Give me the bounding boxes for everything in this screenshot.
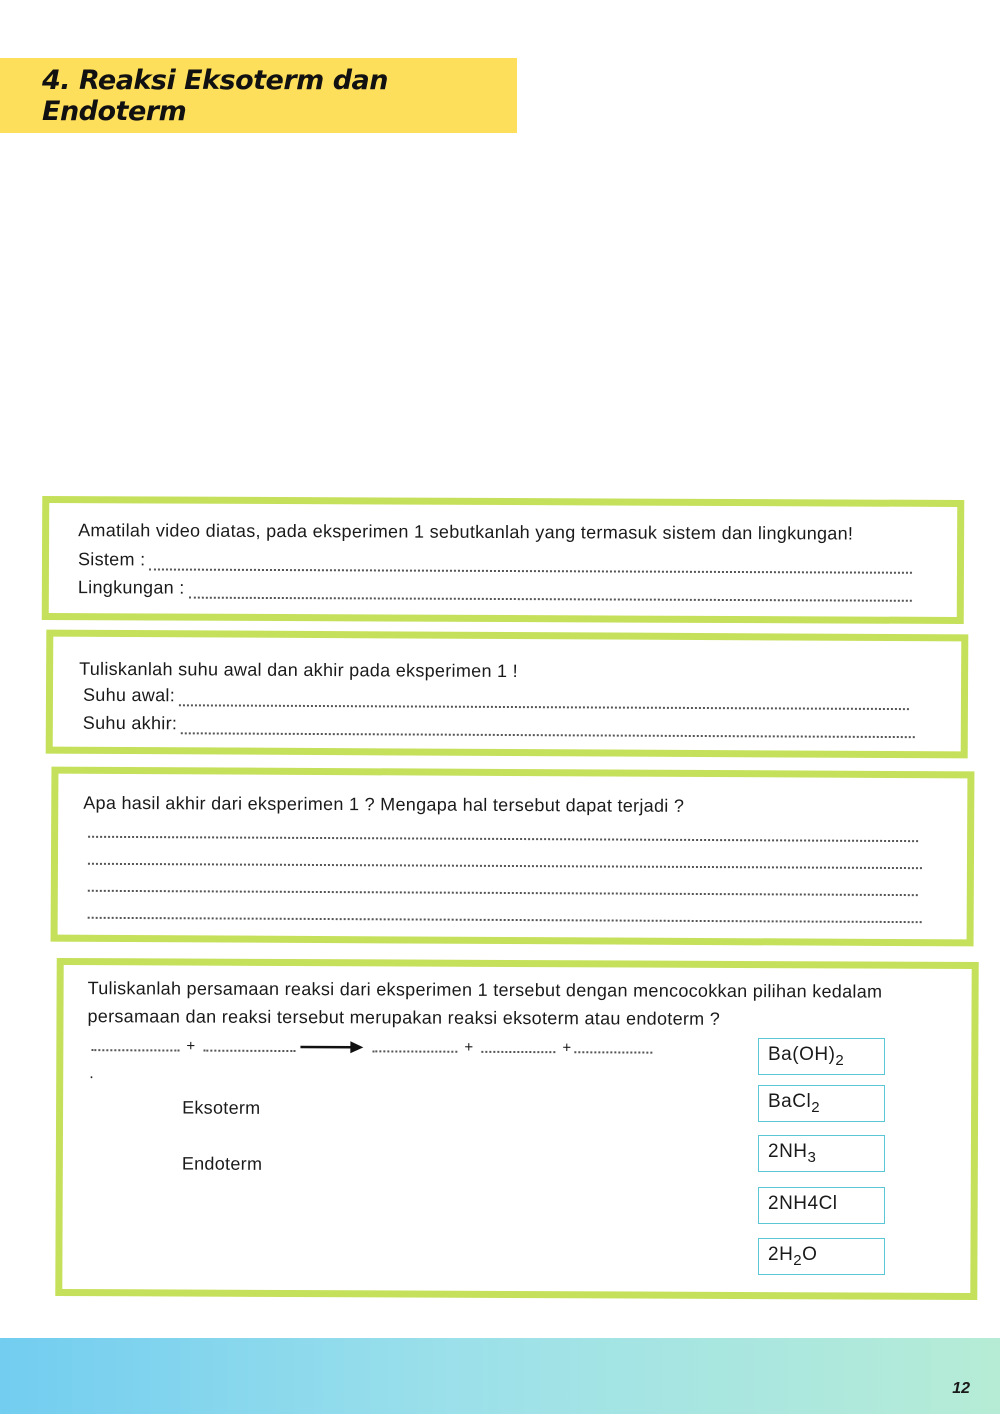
page-number: 12 [952, 1380, 970, 1397]
product-blank-1[interactable] [372, 1050, 457, 1052]
answer-line-1[interactable] [88, 836, 918, 842]
choice-baoh2[interactable]: $Ba(OH)_2$ [758, 1038, 885, 1075]
reactant-blank-1[interactable] [91, 1049, 179, 1051]
sistem-label: Sistem : [77, 549, 146, 570]
product-blank-2[interactable] [481, 1051, 555, 1053]
answer-line-4[interactable] [88, 917, 922, 923]
question-temperature-prompt: Tuliskanlah suhu awal dan akhir pada eksperimen 1 ! [79, 658, 519, 682]
option-eksoterm[interactable]: Eksoterm [182, 1097, 261, 1118]
suhu-awal-row[interactable] [83, 685, 909, 710]
answer-line-3[interactable] [88, 890, 918, 896]
reactant-blank-2[interactable] [203, 1050, 295, 1052]
question-box-temperature [46, 630, 969, 759]
question-result-prompt: Apa hasil akhir dari eksperimen 1 ? Mengapa hal tersebut dapat terjadi ? [83, 792, 685, 816]
reaction-arrow-icon [300, 1040, 364, 1054]
title-banner [0, 58, 517, 133]
page-title: 4. Reaksi Eksoterm dan Endoterm [42, 64, 388, 127]
suhu-awal-label: Suhu awal: [82, 684, 176, 706]
answer-line-2[interactable] [88, 863, 922, 869]
sistem-answer-row[interactable] [78, 549, 912, 574]
choice-2nh3[interactable]: $2NH_3$ [758, 1135, 885, 1172]
question-box-system-environment [42, 496, 965, 624]
suhu-awal-blank[interactable] [179, 690, 909, 710]
plus-sign-1: + [186, 1037, 196, 1055]
lingkungan-answer-blank[interactable] [189, 583, 912, 602]
question-system-prompt: Amatilah video diatas, pada eksperimen 1 sebutkanlah yang termasuk sistem dan lingkungan! [78, 520, 854, 544]
choice-bacl2[interactable]: BaCl$_2$ [758, 1085, 885, 1122]
equation-prompt-line2: persamaan dan reaksi tersebut merupakan reaksi eksoterm atau endoterm ? [87, 1006, 721, 1029]
choice-2nh4cl[interactable]: 2NH4Cl [758, 1187, 885, 1224]
plus-sign-3: + [562, 1039, 572, 1057]
question-box-result [51, 767, 975, 947]
footer-wave-decoration [0, 1338, 1000, 1414]
equation-prompt-line1: Tuliskanlah persamaan reaksi dari eksperimen 1 tersebut dengan mencocokkan pilihan kedalam [87, 978, 883, 1002]
option-endoterm[interactable]: Endoterm [181, 1153, 263, 1174]
lingkungan-answer-row[interactable] [78, 577, 912, 602]
sistem-answer-blank[interactable] [149, 554, 912, 573]
suhu-akhir-row[interactable] [83, 713, 915, 738]
suhu-akhir-label: Suhu akhir: [82, 712, 178, 734]
choice-2h2o[interactable]: $2H_2O$ [758, 1238, 885, 1275]
suhu-akhir-blank[interactable] [181, 718, 915, 738]
lingkungan-label: Lingkungan : [77, 577, 185, 598]
stray-dot: . [89, 1065, 95, 1083]
product-blank-3[interactable] [574, 1051, 652, 1053]
plus-sign-2: + [464, 1038, 474, 1056]
